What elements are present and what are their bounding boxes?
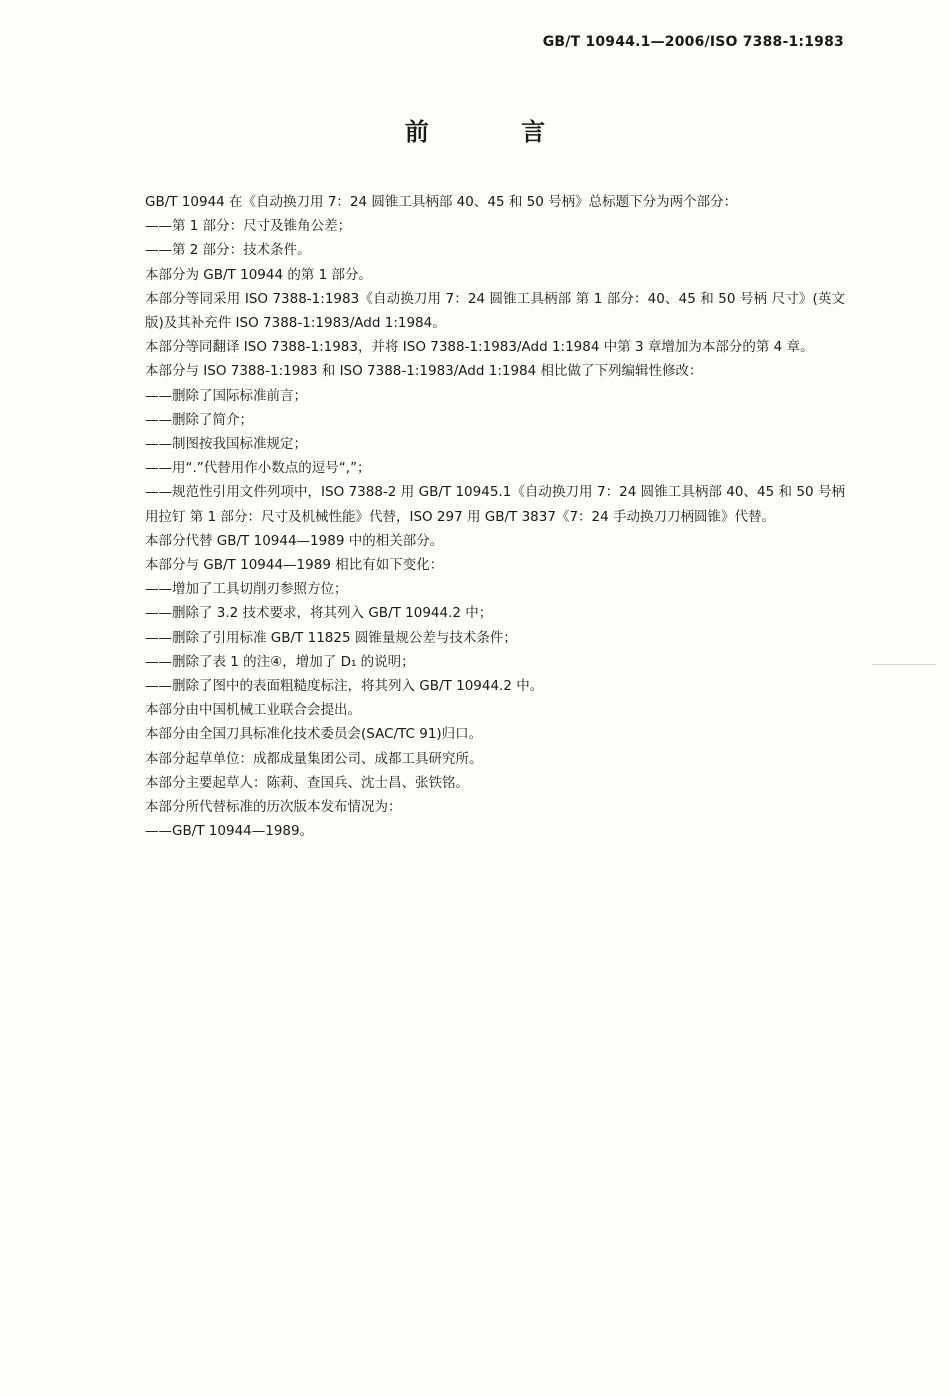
foreword-body (110, 190, 845, 843)
paragraph-drafting-units: 本部分起草单位：成都成量集团公司、成都工具研究所。 (145, 750, 483, 767)
paragraph-editorial-changes: 本部分与 ISO 7388-1:1983 和 ISO 7388-1:1983/Add 1:1984 相比做了下列编辑性修改： (145, 363, 703, 380)
paragraph-this-part: 本部分为 GB/T 10944 的第 1 部分。 (145, 266, 373, 283)
list-item-part-2: ——第 2 部分：技术条件。 (145, 242, 311, 259)
paragraph-proposed-by: 本部分由中国机械工业联合会提出。 (145, 702, 361, 719)
list-item-edit-1: ——删除了国际标准前言； (145, 387, 307, 404)
list-item-history-1: ——GB/T 10944—1989。 (145, 823, 314, 840)
list-item-change-1: ——增加了工具切削刃参照方位； (145, 581, 348, 598)
paragraph-parts-intro: GB/T 10944 在《自动换刀用 7：24 圆锥工具柄部 40、45 和 50 号柄》总标题下分为两个部分： (145, 194, 738, 210)
standard-code-header: GB/T 10944.1—2006/ISO 7388-1:1983 (542, 34, 844, 50)
scan-artifact-line (872, 664, 936, 665)
list-item-change-2: ——删除了 3.2 技术要求，将其列入 GB/T 10944.2 中； (145, 605, 493, 622)
paragraph-history: 本部分所代替标准的历次版本发布情况为： (145, 799, 402, 816)
list-item-edit-4: ——用“.”代替用作小数点的逗号“,”； (145, 460, 371, 477)
list-item-edit-2: ——删除了简介； (145, 411, 253, 428)
paragraph-replaces: 本部分代替 GB/T 10944—1989 中的相关部分。 (145, 532, 444, 549)
paragraph-drafters: 本部分主要起草人：陈莉、查国兵、沈士昌、张铁铭。 (145, 774, 469, 791)
list-item-edit-5: ——规范性引用文件列项中，ISO 7388-2 用 GB/T 10945.1《自动换刀用 7：24 圆锥工具柄部 40、45 和 50 号柄用拉钉 第 1 部分：尺寸及机械性能》代替，ISO 297 用 GB/T 3837《7：24 手动换刀刀柄圆锥》代替。 (145, 484, 845, 525)
paragraph-translation: 本部分等同翻译 ISO 7388-1:1983，并将 ISO 7388-1:1983/Add 1:1984 中第 3 章增加为本部分的第 4 章。 (145, 339, 814, 356)
list-item-change-5: ——删除了图中的表面粗糙度标注，将其列入 GB/T 10944.2 中。 (145, 678, 544, 695)
list-item-edit-3: ——制图按我国标准规定； (145, 436, 307, 453)
list-item-change-3: ——删除了引用标准 GB/T 11825 圆锥量规公差与技术条件； (145, 629, 517, 646)
list-item-change-4: ——删除了表 1 的注④，增加了 D₁ 的说明； (145, 653, 415, 670)
paragraph-centralized-by: 本部分由全国刀具标准化技术委员会(SAC/TC 91)归口。 (145, 726, 483, 743)
paragraph-adoption: 本部分等同采用 ISO 7388-1:1983《自动换刀用 7：24 圆锥工具柄部 第 1 部分：40、45 和 50 号柄 尺寸》(英文版)及其补充件 ISO 7388-1:1983/Add 1:1984。 (145, 290, 845, 332)
page-title: 前 言 (404, 118, 588, 146)
list-item-part-1: ——第 1 部分：尺寸及锥角公差； (145, 218, 352, 235)
paragraph-changes: 本部分与 GB/T 10944—1989 相比有如下变化： (145, 557, 444, 574)
